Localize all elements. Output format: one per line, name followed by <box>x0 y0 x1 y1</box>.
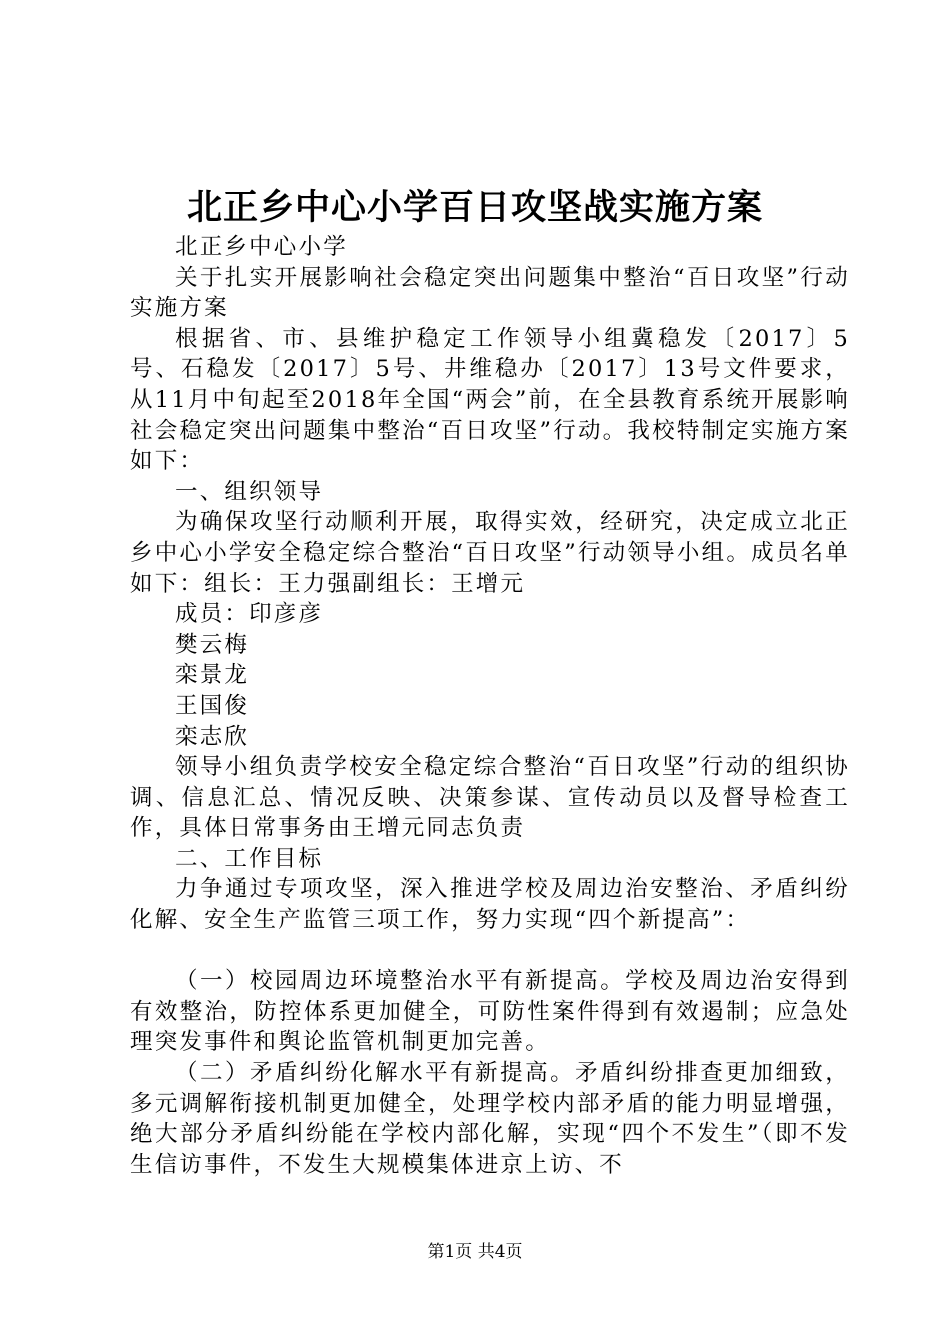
member-line: 王国俊 <box>175 692 250 719</box>
paragraph: 领导小组负责学校安全稳定综合整治“百日攻坚”行动的组织协调、信息汇总、情况反映、决策参谋、宣传动员以及督导检查工作，具体日常事务由王增元同志负责 <box>130 754 850 842</box>
paragraph: （二）矛盾纠纷化解水平有新提高。矛盾纠纷排查更加细致，多元调解衔接机制更加健全，处理学校内部矛盾的能力明显增强，绝大部分矛盾纠纷能在学校内部化解，实现“四个不发生”（即不发生信访事件，不发生大规模集体进京上访、不 <box>130 1060 850 1178</box>
section-heading: 二、工作目标 <box>175 845 324 872</box>
paragraph: （一）校园周边环境整治水平有新提高。学校及周边治安得到有效整治，防控体系更加健全，可防性案件得到有效遏制；应急处理突发事件和舆论监管机制更加完善。 <box>130 968 850 1056</box>
page-footer: 第1页 共4页 <box>427 1242 523 1262</box>
member-line: 成员：印彦彦 <box>175 601 324 628</box>
member-line: 栾志欣 <box>175 723 250 750</box>
document-body <box>130 232 850 1180</box>
document-title: 北正乡中心小学百日攻坚战实施方案 <box>186 187 763 228</box>
member-line: 樊云梅 <box>175 631 250 658</box>
paragraph: 为确保攻坚行动顺利开展，取得实效，经研究，决定成立北正乡中心小学安全稳定综合整治“百日攻坚”行动领导小组。成员名单如下：组长：王力强副组长：王增元 <box>130 509 850 597</box>
paragraph: 关于扎实开展影响社会稳定突出问题集中整治“百日攻坚”行动实施方案 <box>130 264 850 322</box>
member-line: 栾景龙 <box>175 662 250 689</box>
paragraph: 根据省、市、县维护稳定工作领导小组冀稳发〔2017〕5号、石稳发〔2017〕5号、井维稳办〔2017〕13号文件要求，从11月中旬起至2018年全国“两会”前，在全县教育系统开展影响社会稳定突出问题集中整治“百日攻坚”行动。我校特制定实施方案如下： <box>130 325 850 475</box>
section-heading: 一、组织领导 <box>175 478 324 505</box>
paragraph: 力争通过专项攻坚，深入推进学校及周边治安整治、矛盾纠纷化解、安全生产监管三项工作，努力实现“四个新提高”： <box>130 876 850 934</box>
paragraph: 北正乡中心小学 <box>175 234 348 260</box>
